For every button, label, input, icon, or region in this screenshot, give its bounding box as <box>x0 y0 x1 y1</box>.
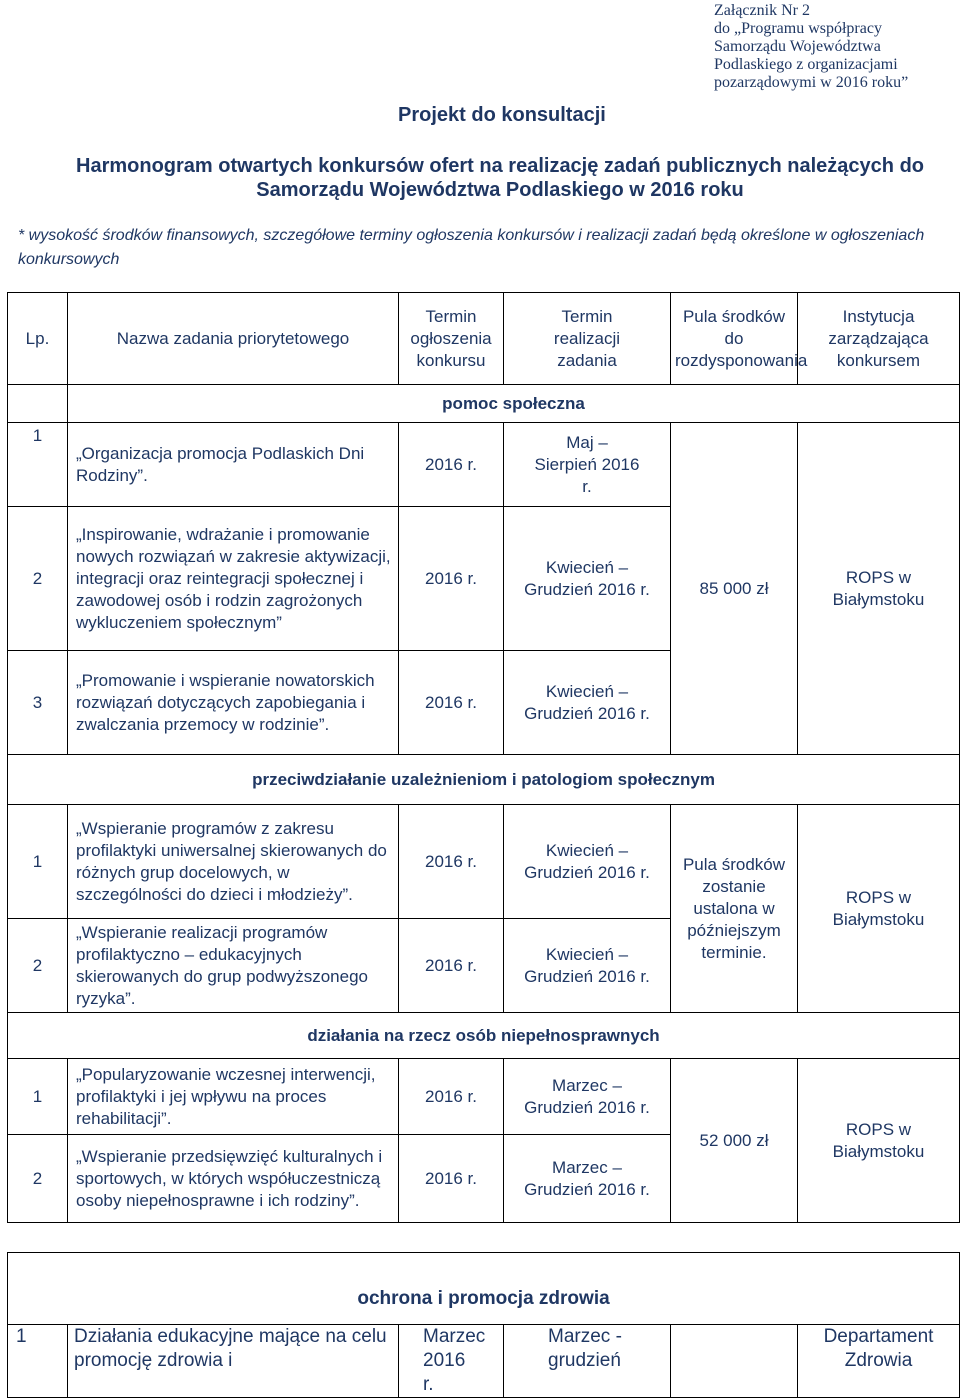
institution-value: ROPS w Białymstoku <box>798 423 960 755</box>
row-realize: Marzec - grudzień <box>504 1325 671 1398</box>
footnote: * wysokość środków finansowych, szczegółowe terminy ogłoszenia konkursów i realizacji zadań będą określone w ogłoszeniach konkursowych <box>18 227 925 268</box>
header-pool: Pula środków do rozdysponowania <box>671 293 798 385</box>
row-lp: 2 <box>8 1135 68 1223</box>
row-name: Działania edukacyjne mające na celu promocję zdrowia i <box>68 1325 399 1398</box>
section-row <box>8 1013 960 1059</box>
row-lp: 1 <box>8 1059 68 1135</box>
row-realize: Marzec – Grudzień 2016 r. <box>504 1059 671 1135</box>
section-title: pomoc społeczna <box>68 385 960 423</box>
attachment-line: Samorządu Województwa <box>714 38 881 55</box>
institution-value: ROPS w Białymstoku <box>798 1059 960 1223</box>
row-lp: 3 <box>8 651 68 755</box>
row-realize: Kwiecień – Grudzień 2016 r. <box>504 507 671 651</box>
row-announce: 2016 r. <box>399 651 504 755</box>
row-realize: Kwiecień – Grudzień 2016 r. <box>504 919 671 1013</box>
header-lp: Lp. <box>8 293 68 385</box>
pool-value: 52 000 zł <box>671 1059 798 1223</box>
row-realize: Marzec – Grudzień 2016 r. <box>504 1135 671 1223</box>
title-line: Harmonogram otwartych konkursów ofert na realizację zadań publicznych należących do <box>76 155 924 177</box>
row-institution: Departament Zdrowia <box>798 1325 960 1398</box>
attachment-line: Podlaskiego z organizacjami <box>714 56 898 73</box>
row-name: „Promowanie i wspieranie nowatorskich rozwiązań dotyczących zapobiegania i zwalczania przemocy w rodzinie”. <box>68 651 399 755</box>
row-lp: 1 <box>8 805 68 919</box>
pool-value: 85 000 zł <box>671 423 798 755</box>
section-title: przeciwdziałanie uzależnieniom i patologiom społecznym <box>8 755 960 805</box>
row-announce: 2016 r. <box>399 919 504 1013</box>
table-row <box>8 805 960 919</box>
header-institution: Instytucja zarządzająca konkursem <box>798 293 960 385</box>
row-announce: 2016 r. <box>399 423 504 507</box>
section-row <box>8 1253 960 1325</box>
header-announce: Termin ogłoszenia konkursu <box>399 293 504 385</box>
row-name: „Popularyzowanie wczesnej interwencji, profilaktyki i jej wpływu na proces rehabilitacji”. <box>68 1059 399 1135</box>
row-name: „Organizacja promocja Podlaskich Dni Rodziny”. <box>68 423 399 507</box>
table-row <box>8 1059 960 1135</box>
page-title <box>40 154 960 202</box>
health-table <box>7 1252 960 1398</box>
attachment-line: do „Programu współpracy <box>714 20 882 37</box>
row-announce: 2016 r. <box>399 507 504 651</box>
attachment-note <box>714 2 954 92</box>
row-realize: Kwiecień – Grudzień 2016 r. <box>504 805 671 919</box>
row-name: „Wspieranie przedsięwzięć kulturalnych i sportowych, w których współuczestniczą osoby niepełnosprawne i ich rodziny”. <box>68 1135 399 1223</box>
header-realize: Termin realizacji zadania <box>504 293 671 385</box>
section-title: działania na rzecz osób niepełnosprawnych <box>8 1013 960 1059</box>
row-lp: 1 <box>8 1325 68 1398</box>
row-realize: Kwiecień – Grudzień 2016 r. <box>504 651 671 755</box>
title-line: Samorządu Województwa Podlaskiego w 2016 roku <box>256 179 744 201</box>
schedule-table <box>7 292 960 1223</box>
table-row <box>8 1325 960 1398</box>
row-announce: 2016 r. <box>399 1135 504 1223</box>
section-row <box>8 385 960 423</box>
row-realize: Maj – Sierpień 2016 r. <box>504 423 671 507</box>
row-name: „Inspirowanie, wdrażanie i promowanie nowych rozwiązań w zakresie aktywizacji, integracji oraz reintegracji społecznej i zawodowej osób i rodzin zagrożonych wykluczeniem społecznym” <box>68 507 399 651</box>
section-title: ochrona i promocja zdrowia <box>8 1253 960 1325</box>
consultation-label: Projekt do konsultacji <box>398 104 606 126</box>
pool-value: Pula środków zostanie ustalona w późniejszym terminie. <box>671 805 798 1013</box>
row-announce: 2016 r. <box>399 805 504 919</box>
table-header-row <box>8 293 960 385</box>
row-name: „Wspieranie programów z zakresu profilaktyki uniwersalnej skierowanych do różnych grup docelowych, w szczególności do dzieci i młodzieży”. <box>68 805 399 919</box>
row-lp: 2 <box>8 507 68 651</box>
table-row <box>8 423 960 507</box>
row-lp: 2 <box>8 919 68 1013</box>
attachment-line: Załącznik Nr 2 <box>714 2 810 19</box>
row-announce: 2016 r. <box>399 1059 504 1135</box>
row-name: „Wspieranie realizacji programów profilaktyczno – edukacyjnych skierowanych do grup podwyższonego ryzyka”. <box>68 919 399 1013</box>
section-row <box>8 755 960 805</box>
row-announce: Marzec 2016 r. <box>399 1325 504 1398</box>
attachment-line: pozarządowymi w 2016 roku” <box>714 74 909 91</box>
header-name: Nazwa zadania priorytetowego <box>68 293 399 385</box>
institution-value: ROPS w Białymstoku <box>798 805 960 1013</box>
row-lp: 1 <box>8 423 68 507</box>
